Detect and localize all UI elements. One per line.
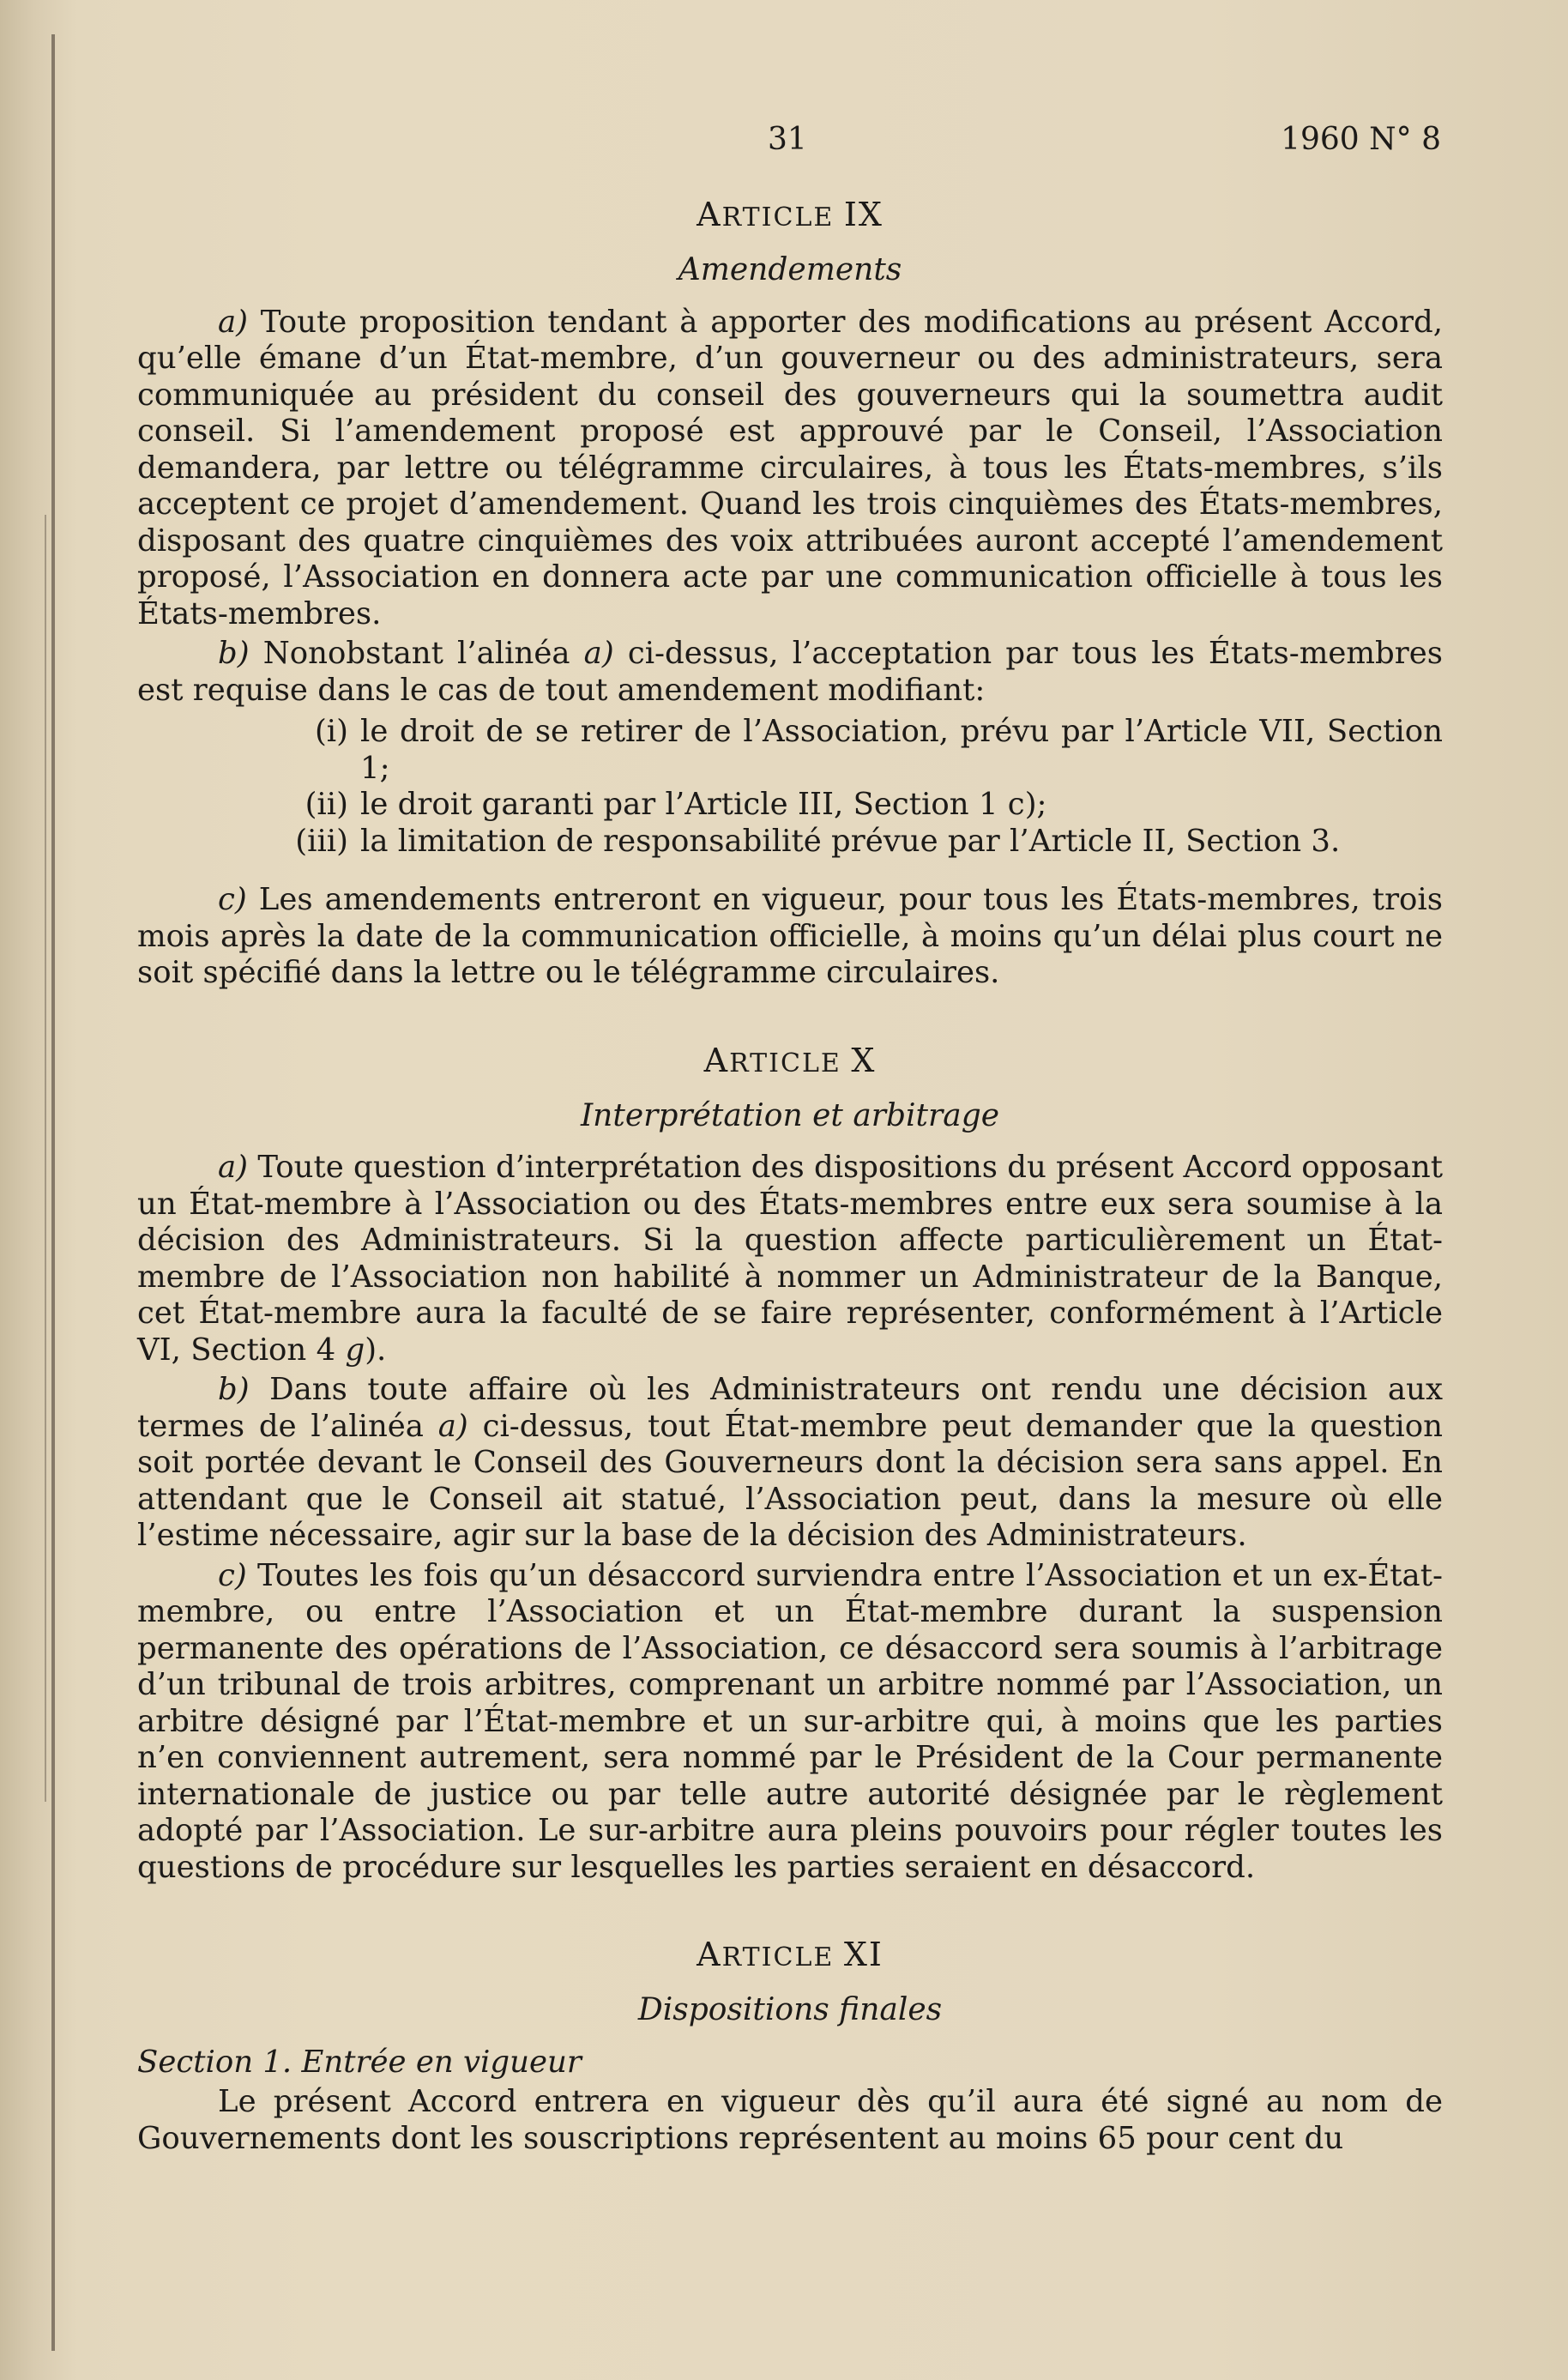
page-header xyxy=(137,122,1441,168)
article-9-para-b: b) Nonobstant l’alinéa a) ci-dessus, l’acceptation par tous les États-membres est requise dans le cas de tout amendement modifiant: xyxy=(137,636,1443,708)
list-item: (iii) la limitation de responsabilité prévue par l’Article II, Section 3. xyxy=(295,823,1341,859)
year-issue: 1960 N° 8 xyxy=(1281,122,1441,157)
article-10-para-b: b) Dans toute affaire où les Administrateurs ont rendu une décision aux termes de l’alinéa a) ci-dessus, tout État-membre peut demander que la question soit portée devant le Conseil des Gouverneurs dont la décision sera sans appel. En attendant que le Conseil ait statué, l’Association peut, dans la mesure où elle l’estime nécessaire, agir sur la base de la décision des Administrateurs. xyxy=(137,1372,1443,1553)
document-body xyxy=(137,192,1443,2160)
binding-shadow xyxy=(51,34,55,2351)
article-9-para-c: c) Les amendements entreront en vigueur, pour tous les États-membres, trois mois après la date de la communication officielle, à moins qu’un délai plus court ne soit spécifié dans la lettre ou le télégramme circulaires. xyxy=(137,882,1443,990)
article-9-para-a: a) Toute proposition tendant à apporter des modifications au présent Accord, qu’elle émane d’un État-membre, d’un gouverneur ou des administrateurs, sera communiquée au président du conseil des gouverneurs qui la soumettra audit conseil. Si l’amendement proposé est approuvé par le Conseil, l’Association demandera, par lettre ou télégramme circulaires, à tous les États-membres, s’ils acceptent ce projet d’amendement. Quand les trois cinquièmes des États-membres, disposant des quatre cinquièmes des voix attribuées auront accepté l’amendement proposé, l’Association en donnera acte par une communication officielle à tous les États-membres. xyxy=(137,304,1443,631)
article-10-title: ARTICLE X xyxy=(703,1041,877,1079)
list-item: (ii) le droit garanti par l’Article III, Section 1 c); xyxy=(305,787,1047,822)
article-9-list xyxy=(137,714,1443,860)
article-10-para-a: a) Toute question d’interprétation des dispositions du présent Accord opposant un État-membre à l’Association ou des États-membres entre eux sera soumise à la décision des Administrateurs. Si la question affecte particulièrement un État-membre de l’Association non habilité à nommer un Administrateur de la Banque, cet État-membre aura la faculté de se faire représenter, conformément à l’Article VI, Section 4 g). xyxy=(137,1150,1443,1368)
page-number: 31 xyxy=(768,122,807,157)
section-1-heading: Section 1. Entrée en vigueur xyxy=(137,2044,582,2080)
article-11-title: ARTICLE XI xyxy=(697,1936,884,1973)
article-10-subtitle: Interprétation et arbitrage xyxy=(580,1097,1000,1133)
article-9-title: ARTICLE IX xyxy=(697,196,884,233)
article-9-subtitle: Amendements xyxy=(678,252,902,287)
binding-shadow-inner xyxy=(45,515,46,1802)
article-11-subtitle: Dispositions finales xyxy=(637,1992,943,2027)
article-10-para-c: c) Toutes les fois qu’un désaccord surviendra entre l’Association et un ex-État-membre, ou entre l’Association et un État-membre durant la suspension permanente des opérations de l’Association, ce désaccord sera soumis à l’arbitrage d’un tribunal de trois arbitres, comprenant un arbitre nommé par l’Association, un arbitre désigné par l’État-membre et un sur-arbitre qui, à moins que les parties n’en conviennent autrement, sera nommé par le Président de la Cour permanente internationale de justice ou par telle autre autorité désignée par le règlement adopté par l’Association. Le sur-arbitre aura pleins pouvoirs pour régler toutes les questions de procédure sur lesquelles les parties seraient en désaccord. xyxy=(137,1557,1443,1885)
section-1-text: Le présent Accord entrera en vigueur dès qu’il aura été signé au nom de Gouvernements dont les souscriptions représentent au moins 65 pour cent du xyxy=(137,2084,1443,2156)
list-item: (i) le droit de se retirer de l’Association, prévu par l’Article VII, Section 1; xyxy=(314,714,1443,786)
